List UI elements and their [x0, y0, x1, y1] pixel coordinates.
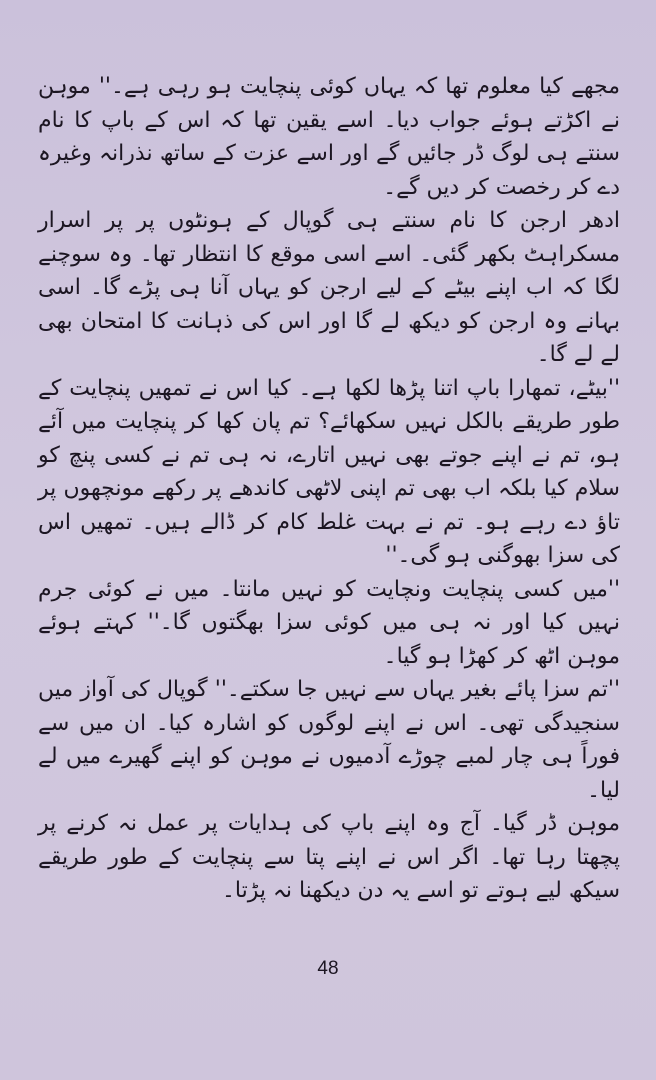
paragraph-6: موہن ڈر گیا۔ آج وہ اپنے باپ کی ہدایات پر عمل نہ کرنے پر پچھتا رہا تھا۔ اگر اس نے اپنے پتا سے پنچایت کے طور طریقے سیکھ لیے ہوتے تو اسے یہ دن دیکھنا نہ پڑتا۔ [38, 811, 620, 903]
body-text [38, 70, 620, 908]
paragraph-5: ''تم سزا پائے بغیر یہاں سے نہیں جا سکتے۔'' گوپال کی آواز میں سنجیدگی تھی۔ اس نے اپنے لوگوں کو اشارہ کیا۔ ان میں سے فوراً ہی چار لمبے چوڑے آدمیوں نے موہن کو اپنے گھیرے میں لے لیا۔ [38, 677, 620, 803]
paragraph-2: ادھر ارجن کا نام سنتے ہی گوپال کے ہونٹوں پر پر اسرار مسکراہٹ بکھر گئی۔ اسے اسی موقع کا انتظار تھا۔ وہ سوچنے لگا کہ اب اپنے بیٹے کے لیے ارجن کو یہاں آنا ہی پڑے گا۔ اسی بہانے وہ ارجن کو دیکھ لے گا اور اس کی ذہانت کا امتحان بھی لے لے گا۔ [38, 208, 620, 367]
paragraph-3: ''بیٹے، تمھارا باپ اتنا پڑھا لکھا ہے۔ کیا اس نے تمھیں پنچایت کے طور طریقے بالکل نہیں سکھائے؟ تم پان کھا کر پنچایت میں آئے ہو، تم نے اپنے جوتے بھی نہیں اتارے، نہ ہی تم نے کسی پنچ کو سلام کیا بلکہ اب بھی تم اپنی لاٹھی کاندھے پر رکھے مونچھوں پر تاؤ دے رہے ہو۔ تم نے بہت غلط کام کر ڈالے ہیں۔ تمھیں اس کی سزا بھوگنی ہو گی۔'' [38, 375, 620, 568]
paragraph-4: ''میں کسی پنچایت ونچایت کو نہیں مانتا۔ میں نے کوئی جرم نہیں کیا اور نہ ہی میں کوئی سزا بھگتوں گا۔'' کہتے ہوئے موہن اٹھ کر کھڑا ہو گیا۔ [38, 576, 620, 669]
page-number: 48 [317, 958, 339, 979]
paragraph-1: مجھے کیا معلوم تھا کہ یہاں کوئی پنچایت ہو رہی ہے۔'' موہن نے اکڑتے ہوئے جواب دیا۔ اسے یقین تھا کہ اس کے باپ کا نام سنتے ہی لوگ ڈر جائیں گے اور اسے عزت کے ساتھ نذرانہ وغیرہ دے کر رخصت کر دیں گے۔ [38, 74, 620, 200]
